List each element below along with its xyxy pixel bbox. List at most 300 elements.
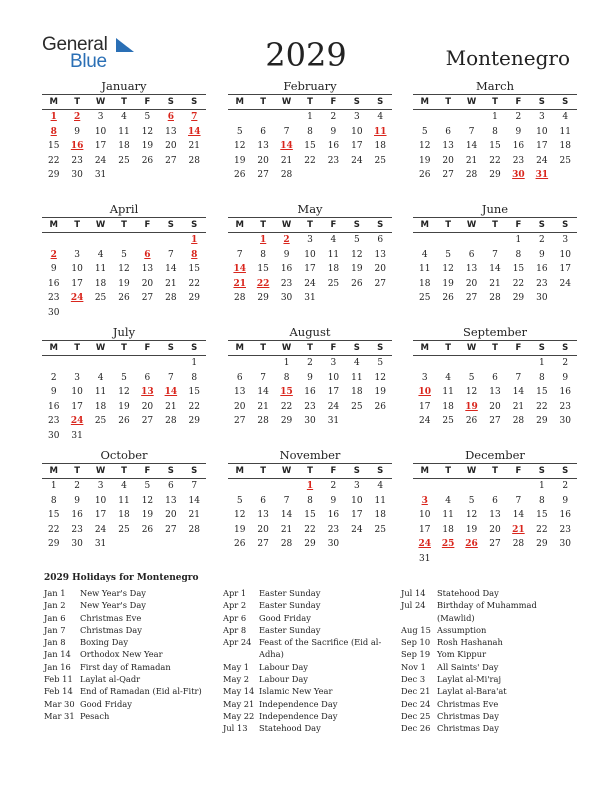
holiday-day: 24 — [418, 539, 431, 550]
day: 10 — [351, 495, 363, 506]
weekday-label: M — [235, 97, 244, 107]
holiday-item — [44, 612, 214, 624]
day: 13 — [257, 510, 269, 521]
day: 31 — [94, 170, 107, 181]
holiday-item — [223, 587, 393, 599]
day: 6 — [492, 372, 498, 383]
holiday-item — [223, 685, 393, 697]
weekday-label: S — [191, 343, 198, 353]
day: 8 — [191, 372, 198, 383]
day: 13 — [141, 264, 154, 275]
holiday-date: Jan 16 — [44, 661, 71, 672]
month-november — [228, 448, 392, 552]
day-empty — [228, 479, 251, 494]
day: 1 — [492, 112, 498, 122]
day: 31 — [304, 293, 316, 304]
weekday-label: S — [562, 343, 569, 353]
day: 9 — [562, 495, 569, 506]
day-empty — [436, 110, 459, 125]
day: 23 — [327, 524, 340, 535]
weekday-label: S — [377, 466, 384, 476]
day: 29 — [188, 293, 200, 304]
day: 13 — [489, 510, 501, 521]
day: 17 — [71, 278, 83, 289]
day: 4 — [562, 112, 569, 122]
day-empty — [65, 356, 88, 371]
holiday-day: 13 — [141, 387, 154, 398]
day: 2 — [330, 112, 337, 122]
weekday-label: S — [562, 466, 569, 476]
day: 20 — [233, 401, 246, 412]
month-title: July — [112, 325, 136, 339]
day: 26 — [418, 170, 431, 181]
day: 23 — [71, 524, 83, 535]
day-empty — [228, 233, 251, 248]
month-may — [228, 202, 392, 306]
weekday-label: T — [121, 220, 127, 230]
weekday-label: W — [281, 343, 292, 353]
day: 7 — [167, 249, 174, 260]
day: 27 — [141, 293, 154, 304]
holiday-name: Labour Day — [259, 661, 308, 672]
day: 22 — [188, 401, 200, 412]
day: 15 — [188, 264, 200, 275]
holiday-name: Laylat al-Bara'at — [437, 686, 507, 697]
day: 11 — [94, 387, 107, 398]
holiday-name: Islamic New Year — [259, 686, 333, 697]
day: 4 — [97, 249, 104, 260]
holiday-date: Apr 6 — [223, 612, 247, 623]
weekday-label: M — [420, 220, 429, 230]
day: 10 — [418, 510, 431, 521]
day: 18 — [374, 141, 386, 152]
holiday-date: Dec 24 — [401, 698, 431, 709]
holiday-item — [401, 722, 571, 734]
weekday-label: T — [307, 97, 313, 107]
day: 14 — [512, 510, 525, 521]
holiday-day: 2 — [50, 249, 57, 260]
day: 21 — [489, 278, 501, 289]
day-grid — [42, 233, 206, 321]
day-empty — [436, 356, 459, 371]
day-empty — [251, 356, 274, 371]
day: 14 — [280, 510, 293, 521]
day: 19 — [141, 510, 154, 521]
holiday-date: Sep 19 — [401, 649, 431, 660]
day: 19 — [233, 155, 246, 166]
holiday-column — [44, 587, 214, 722]
day-empty — [483, 233, 506, 248]
day: 5 — [421, 126, 428, 137]
day: 16 — [536, 264, 548, 275]
day: 29 — [47, 170, 60, 181]
weekday-label: W — [281, 220, 292, 230]
holiday-day: 11 — [374, 126, 387, 137]
day-empty — [65, 233, 88, 248]
day: 16 — [559, 510, 571, 521]
weekday-label: T — [121, 343, 127, 353]
day: 1 — [191, 358, 198, 368]
month-title: April — [109, 202, 139, 216]
day-empty — [483, 479, 506, 494]
holiday-date: Jan 14 — [44, 649, 71, 660]
holiday-item — [401, 661, 571, 673]
day: 23 — [559, 524, 571, 535]
weekday-label: F — [515, 466, 522, 476]
weekday-header — [228, 94, 392, 110]
day: 19 — [442, 278, 454, 289]
day: 12 — [118, 387, 130, 398]
day: 4 — [330, 235, 337, 245]
day: 5 — [468, 495, 475, 506]
day: 12 — [465, 387, 478, 398]
holiday-date: Dec 3 — [401, 674, 426, 685]
weekday-label: M — [49, 466, 58, 476]
day: 17 — [351, 141, 363, 152]
day: 14 — [489, 264, 501, 275]
holiday-day: 14 — [280, 141, 293, 152]
holiday-item — [44, 587, 214, 599]
day: 2 — [562, 481, 569, 491]
day: 22 — [489, 155, 501, 166]
day-empty — [159, 233, 182, 248]
weekday-label: T — [260, 466, 267, 476]
day: 8 — [307, 495, 313, 506]
day: 8 — [50, 495, 57, 506]
weekday-label: S — [377, 97, 384, 107]
weekday-label: S — [562, 97, 569, 107]
weekday-label: F — [515, 220, 522, 230]
holiday-item — [223, 599, 393, 611]
month-february — [228, 79, 392, 183]
day: 23 — [47, 416, 60, 427]
day: 6 — [236, 372, 243, 383]
day: 12 — [351, 249, 363, 260]
holiday-item — [223, 698, 393, 710]
day: 9 — [330, 126, 337, 137]
day: 10 — [94, 126, 107, 137]
country-name: Montenegro — [445, 46, 570, 70]
holiday-date: Jul 14 — [401, 588, 426, 598]
month-title: September — [462, 325, 528, 339]
day: 27 — [489, 539, 501, 550]
day: 6 — [144, 372, 151, 383]
holiday-name: First day of Ramadan — [80, 661, 171, 672]
weekday-label: T — [445, 220, 452, 230]
holiday-date: Nov 1 — [401, 661, 426, 672]
day-empty — [136, 356, 159, 371]
weekday-header — [42, 463, 206, 479]
day: 24 — [327, 401, 340, 412]
day: 27 — [165, 524, 177, 535]
day: 23 — [280, 278, 293, 289]
weekday-label: S — [167, 97, 174, 107]
day: 4 — [377, 112, 384, 122]
day: 28 — [165, 416, 177, 427]
weekday-label: F — [515, 97, 522, 107]
weekday-label: S — [377, 220, 384, 230]
holiday-item — [44, 624, 214, 636]
day: 12 — [442, 264, 454, 275]
day: 25 — [374, 524, 386, 535]
holiday-name: Labour Day — [259, 674, 308, 685]
month-title: October — [100, 448, 148, 462]
day: 17 — [559, 264, 571, 275]
month-title: November — [279, 448, 341, 462]
day-empty — [483, 356, 506, 371]
day-empty — [413, 356, 436, 371]
holiday-name: Good Friday — [259, 612, 311, 623]
weekday-label: T — [492, 343, 498, 353]
weekday-label: S — [167, 466, 174, 476]
day: 18 — [118, 141, 130, 152]
day-empty — [507, 479, 530, 494]
holiday-name: All Saints' Day — [437, 661, 499, 672]
page-title-year: 2029 — [265, 36, 347, 74]
day: 18 — [351, 387, 363, 398]
day: 12 — [374, 372, 386, 383]
day: 25 — [374, 155, 386, 166]
day: 29 — [304, 539, 316, 550]
holidays-title: 2029 Holidays for Montenegro — [44, 573, 199, 583]
weekday-label: S — [538, 97, 545, 107]
day: 17 — [327, 387, 340, 398]
day: 28 — [233, 293, 246, 304]
day: 28 — [280, 170, 293, 181]
day: 31 — [418, 553, 431, 564]
weekday-label: T — [307, 220, 313, 230]
day: 21 — [465, 155, 478, 166]
day: 16 — [280, 264, 293, 275]
holiday-item — [401, 636, 571, 648]
holiday-day: 6 — [167, 112, 174, 122]
day: 10 — [559, 249, 571, 260]
day: 7 — [515, 495, 522, 506]
day: 28 — [280, 539, 293, 550]
holiday-item — [401, 599, 571, 624]
day: 20 — [141, 401, 154, 412]
day: 18 — [418, 278, 431, 289]
day-empty — [275, 110, 298, 125]
day: 14 — [465, 141, 478, 152]
day: 5 — [236, 126, 243, 137]
day: 25 — [559, 155, 571, 166]
day-empty — [436, 233, 459, 248]
month-august — [228, 325, 392, 429]
holiday-item — [44, 661, 214, 673]
holiday-item — [223, 624, 393, 636]
day: 21 — [188, 510, 200, 521]
day: 3 — [421, 372, 428, 383]
holiday-name: Good Friday — [80, 698, 132, 709]
day: 9 — [515, 126, 522, 137]
holiday-day: 2 — [283, 235, 290, 245]
holiday-name: Assumption — [437, 624, 487, 635]
day: 25 — [418, 293, 431, 304]
day: 30 — [304, 416, 316, 427]
day: 29 — [512, 293, 525, 304]
day: 4 — [121, 481, 127, 491]
day: 20 — [489, 524, 501, 535]
holiday-name: Boxing Day — [80, 637, 129, 648]
weekday-label: W — [466, 97, 477, 107]
holiday-item — [44, 648, 214, 660]
day: 25 — [118, 524, 130, 535]
holiday-date: Dec 21 — [401, 686, 431, 697]
holiday-name: Laylat al-Qadr — [80, 674, 141, 685]
day: 2 — [74, 481, 80, 491]
day: 1 — [538, 481, 545, 491]
day: 5 — [445, 249, 451, 260]
weekday-header — [413, 217, 577, 233]
day: 9 — [50, 264, 57, 275]
day: 31 — [327, 416, 340, 427]
holiday-name: Christmas Eve — [80, 612, 142, 623]
day: 3 — [74, 372, 80, 383]
day: 25 — [351, 401, 363, 412]
day: 4 — [353, 358, 360, 368]
day: 28 — [188, 524, 200, 535]
day: 8 — [307, 126, 313, 137]
day: 29 — [536, 416, 548, 427]
weekday-label: S — [353, 97, 360, 107]
day: 5 — [353, 235, 360, 245]
day-empty — [460, 479, 483, 494]
holiday-date: Jan 8 — [44, 637, 66, 648]
day: 22 — [47, 524, 60, 535]
day: 22 — [512, 278, 525, 289]
holiday-day: 19 — [465, 401, 478, 412]
day: 11 — [94, 264, 107, 275]
holiday-date: May 14 — [223, 686, 255, 697]
holiday-day: 6 — [144, 249, 151, 260]
day: 15 — [536, 510, 548, 521]
holiday-item — [223, 636, 393, 661]
day: 8 — [515, 249, 522, 260]
day: 21 — [188, 141, 200, 152]
day: 13 — [233, 387, 246, 398]
holiday-day: 1 — [260, 235, 267, 245]
holiday-day: 16 — [70, 141, 84, 152]
weekday-label: F — [144, 466, 151, 476]
day: 13 — [442, 141, 454, 152]
day: 16 — [327, 510, 340, 521]
day: 21 — [165, 401, 177, 412]
month-april — [42, 202, 206, 321]
day: 2 — [562, 358, 569, 368]
day: 23 — [327, 155, 340, 166]
holiday-item — [44, 710, 214, 722]
day: 11 — [442, 387, 454, 398]
day-empty — [42, 356, 65, 371]
day: 7 — [236, 249, 243, 260]
day: 7 — [283, 495, 290, 506]
holiday-item — [401, 685, 571, 697]
day: 13 — [165, 126, 177, 137]
day: 13 — [489, 387, 501, 398]
holiday-name: Christmas Day — [80, 624, 142, 635]
holiday-date: Feb 11 — [44, 674, 73, 685]
day: 2 — [515, 112, 522, 122]
weekday-header — [228, 340, 392, 356]
day-empty — [507, 356, 530, 371]
day: 19 — [351, 264, 363, 275]
weekday-label: S — [191, 220, 198, 230]
day-grid — [42, 479, 206, 552]
day-empty — [413, 233, 436, 248]
day: 13 — [257, 141, 269, 152]
day: 26 — [442, 293, 454, 304]
holiday-date: Jan 7 — [44, 624, 66, 635]
weekday-label: S — [353, 343, 360, 353]
day: 4 — [445, 372, 451, 383]
day: 7 — [167, 372, 174, 383]
day: 29 — [536, 539, 548, 550]
weekday-label: S — [191, 97, 198, 107]
holiday-name: Statehood Day — [437, 588, 499, 598]
holiday-name: Independence Day — [259, 698, 338, 709]
holiday-date: Apr 1 — [223, 588, 247, 598]
holiday-column — [401, 587, 571, 735]
holiday-name: New Year's Day — [80, 600, 146, 611]
day: 18 — [94, 278, 107, 289]
day: 21 — [280, 524, 293, 535]
weekday-label: S — [353, 220, 360, 230]
day: 30 — [71, 539, 83, 550]
day: 5 — [121, 372, 127, 383]
day: 19 — [118, 278, 130, 289]
day: 12 — [418, 141, 431, 152]
day: 30 — [327, 539, 340, 550]
day: 17 — [94, 141, 107, 152]
day-empty — [251, 110, 274, 125]
weekday-label: S — [353, 466, 360, 476]
day: 11 — [559, 126, 571, 137]
day-grid — [228, 110, 392, 183]
day: 16 — [71, 510, 83, 521]
weekday-label: T — [121, 466, 127, 476]
holiday-day: 8 — [191, 249, 198, 260]
weekday-label: S — [538, 466, 545, 476]
day: 3 — [353, 112, 360, 122]
day: 20 — [465, 278, 478, 289]
day: 27 — [141, 416, 154, 427]
day: 11 — [418, 264, 431, 275]
day-grid — [228, 356, 392, 429]
weekday-label: W — [466, 220, 477, 230]
weekday-label: T — [307, 343, 313, 353]
holiday-date: Sep 10 — [401, 637, 431, 648]
logo — [42, 34, 152, 74]
month-title: May — [297, 202, 323, 216]
holiday-day: 31 — [535, 170, 549, 181]
day-empty — [136, 233, 159, 248]
day: 31 — [71, 430, 83, 441]
day: 28 — [512, 416, 525, 427]
holiday-name: Christmas Eve — [437, 698, 499, 709]
day: 22 — [47, 155, 60, 166]
month-title: January — [101, 79, 147, 93]
weekday-label: M — [235, 220, 244, 230]
day: 23 — [536, 278, 548, 289]
weekday-label: W — [95, 220, 106, 230]
day-empty — [89, 233, 112, 248]
day: 1 — [515, 235, 522, 245]
holiday-item — [401, 710, 571, 722]
holiday-column — [223, 587, 393, 735]
day-empty — [42, 233, 65, 248]
day: 26 — [374, 401, 386, 412]
